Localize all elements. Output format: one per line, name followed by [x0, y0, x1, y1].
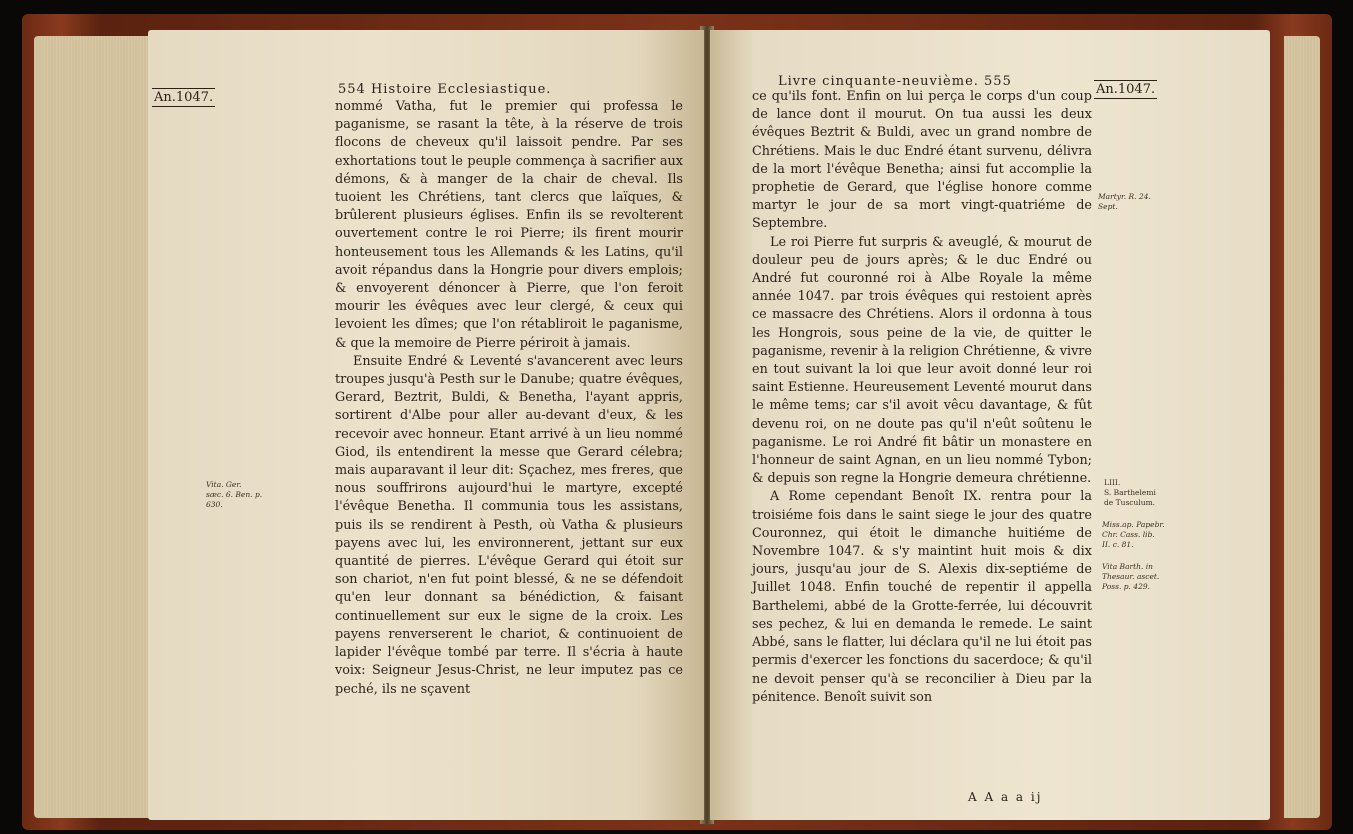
- left-paragraph-2: Ensuite Endré & Leventé s'avancerent avec leurs troupes jusqu'à Pesth sur le Danube; quatre évêques, Gerard, Beztrit, Buldi, & Benetha, l'ayant appris, sortirent d'Albe pour aller au-devant d'eux, & les recevoir avec honneur. Etant arrivé à un lieu nommé Giod, ils entendirent la messe que Gerard célebra; mais auparavant il leur dit: Sçachez, mes freres, que nous souffrirons aujourd'hui le martyre, excepté l'évêque Benetha. Il communia tous les assistans, puis ils se rendirent à Pesth, où Vatha & plusieurs payens avec lui, les environnerent, jettant sur eux quantité de pierres. L'évêque Gerard qui étoit sur son chariot, n'en fut point blessé, & ne se défendoit qu'en leur donnant sa bénédiction, & faisant continuellement sur eux le signe de la croix. Les payens renverserent le chariot, & continuoient de lapider l'évêque tombé par terre. Il s'écria à haute voix: Seigneur Jesus-Christ, ne leur imputez pas ce peché, ils ne sçavent: [335, 353, 683, 697]
- right-margin-note-4: Vita Barth. in Thesaur. ascet. Poss. p. 429.: [1102, 562, 1160, 591]
- right-running-head: Livre cinquante-neuvième. 555: [778, 74, 1012, 89]
- right-body-text: [752, 88, 1092, 707]
- left-margin-note: Vita. Ger. sæc. 6. Ben. p. 630.: [206, 480, 263, 509]
- right-margin-note-2: LIII. S. Barthelemi de Tusculum.: [1104, 478, 1156, 507]
- left-page: [148, 30, 704, 820]
- page-edges-right: [1284, 36, 1320, 818]
- right-year-tag: An.1047.: [1096, 82, 1156, 97]
- right-paragraph-3: A Rome cependant Benoît IX. rentra pour la troisiéme fois dans le saint siege le jour des quatre Couronnez, qui étoit le dimanche huitiéme de Novembre 1047. & s'y maintint huit mois & dix jours, jusqu'au jour de S. Alexis dix-septiéme de Juillet 1048. Enfin touché de repentir il appella Barthelemi, abbé de la Grotte-ferrée, lui découvrit ses pechez, & lui en demanda le remede. Le saint Abbé, sans le flatter, lui déclara qu'il ne lui étoit pas permis d'exercer les fonctions du sacerdoce; & qu'il ne devoit penser qu'à se reconcilier à Dieu par la pénitence. Benoît suivit son: [752, 489, 1092, 705]
- left-body-text: [335, 98, 683, 699]
- right-page: [710, 30, 1270, 820]
- right-paragraph-2: Le roi Pierre fut surpris & aveuglé, & mourut de douleur peu de jours après; & le duc Endré ou André fut couronné roi à Albe Royale la même année 1047. par trois évêques qui restoient après ce massacre des Chrétiens. Alors il ordonna à tous les Hongrois, sous peine de la vie, de quitter le paganisme, revenir à la religion Chrétienne, & vivre en tout suivant la loi que leur avoit donné leur roi saint Estienne. Heureusement Leventé mourut dans le même tems; car s'il avoit vêcu davantage, & fût devenu roi, on ne doute pas qu'il n'eût soûtenu le paganisme. Le roi André fit bâtir un monastere en l'honneur de saint Agnan, en un lieu nommé Tybon; & depuis son regne la Hongrie demeura chrétienne.: [752, 234, 1092, 487]
- right-paragraph-1: ce qu'ils font. Enfin on lui perça le corps d'un coup de lance dont il mourut. On tua aussi les deux évêques Beztrit & Buldi, avec un grand nombre de Chrétiens. Mais le duc Endré étant survenu, délivra de la mort l'évêque Benetha; ainsi fut accomplie la prophetie de Gerard, que l'église honore comme martyr le jour de sa mort vingt-quatriéme de Septembre.: [752, 89, 1092, 232]
- left-year-tag: An.1047.: [154, 90, 214, 105]
- right-margin-note-1: Martyr. R. 24. Sept.: [1098, 192, 1151, 211]
- page-edges-left: [34, 36, 164, 818]
- left-paragraph-1: nommé Vatha, fut le premier qui professa le paganisme, se rasant la tête, à la réserve de trois flocons de cheveux qu'il laissoit pendre. Par ses exhortations tout le peuple commença à sacrifier aux démons, & à manger de la chair de cheval. Ils tuoient les Chrétiens, tant clercs que laïques, & brûlerent plusieurs églises. Enfin ils se revolterent ouvertement contre le roi Pierre; ils firent mourir honteusement tous les Allemands & les Latins, qu'il avoit répandus dans la Hongrie pour divers emplois; & envoyerent dénoncer à Pierre, que l'on feroit mourir les évêques avec leur clergé, & ceux qui levoient les dîmes; que l'on rétabliroit le paganisme, & que la memoire de Pierre périroit à jamais.: [335, 99, 683, 351]
- signature-mark: A A a a ij: [968, 790, 1043, 804]
- right-margin-note-3: Miss.ap. Papebr. Chr. Cass. lib. II. c. 81.: [1102, 520, 1165, 549]
- left-running-head: 554 Histoire Ecclesiastique.: [338, 82, 552, 97]
